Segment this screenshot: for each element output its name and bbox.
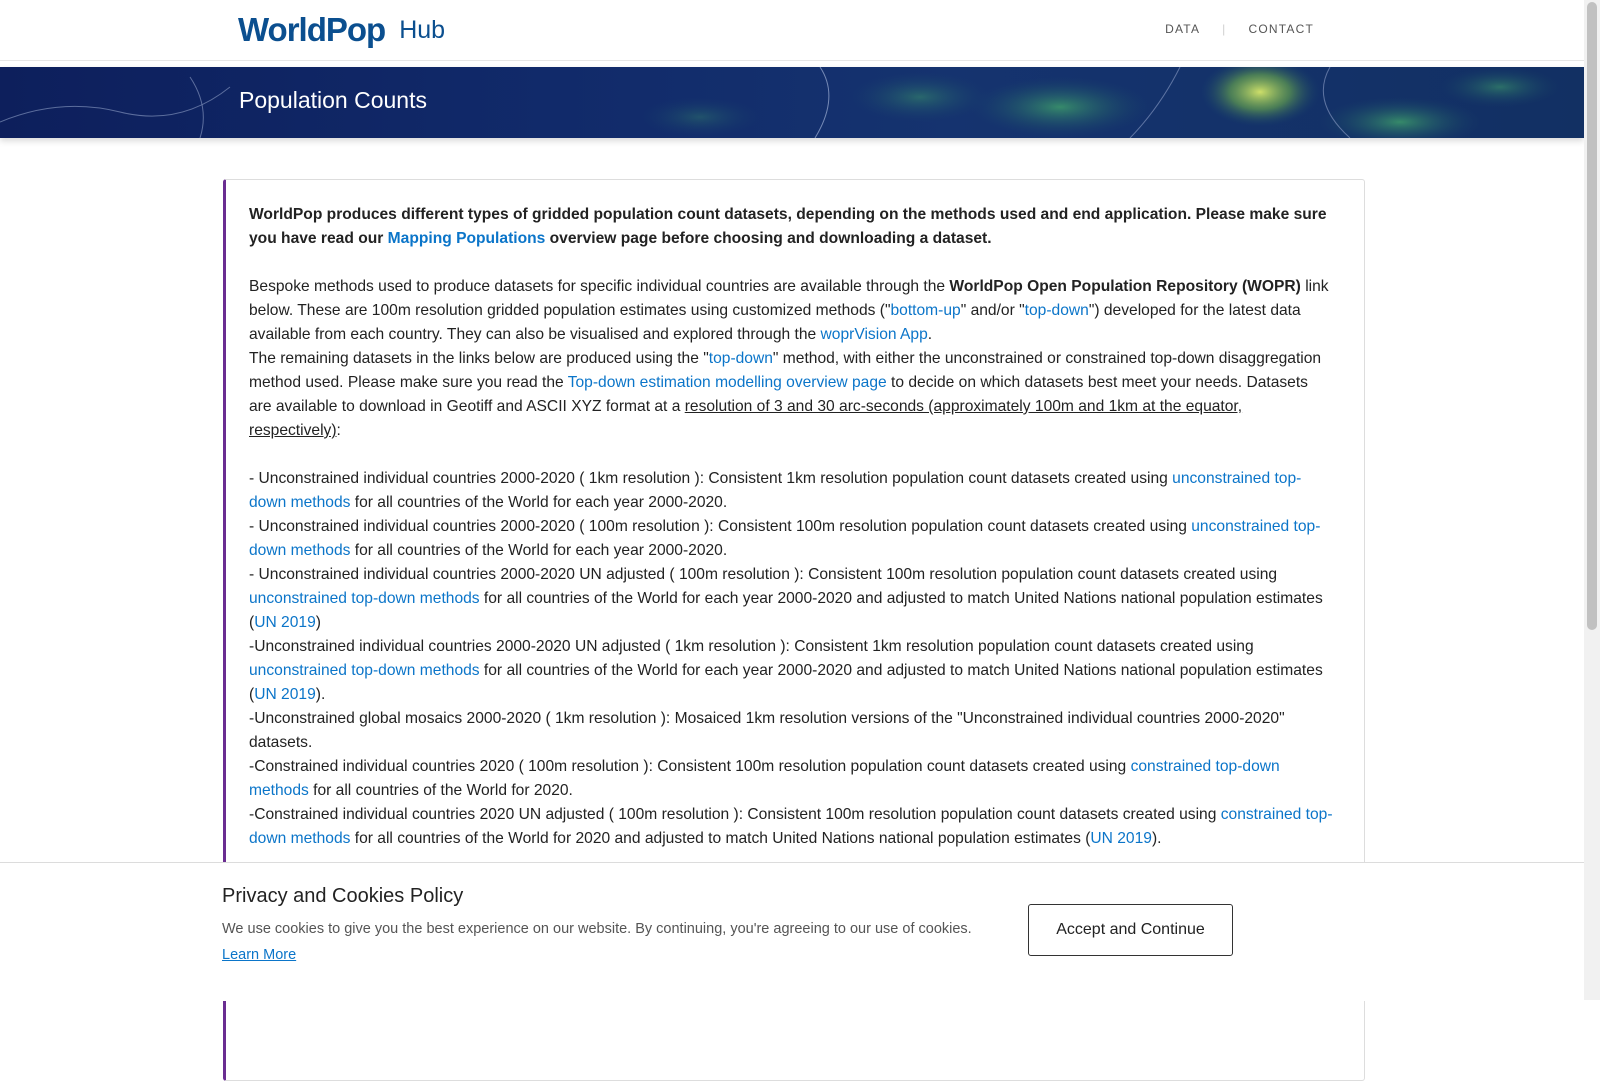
- un-2019-link[interactable]: UN 2019: [254, 614, 316, 631]
- dataset-item: - Unconstrained individual countries 2000-2020 UN adjusted ( 100m resolution ): Consistent 100m resolution population count datasets created using unconstrained top-down methods for all countries of the World for each year 2000-2020 and adjusted to match United Nations national population estimates (UN 2019): [249, 566, 1323, 631]
- bespoke-paragraph: Bespoke methods used to produce datasets for specific individual countries are available through the WorldPop Open Population Repository (WOPR) link below. These are 100m resolution gridded population estimates using customized methods ("bottom-up" and/or "top-down") developed for the latest data available from each country. They can also be visualised and explored through the woprVision App.: [249, 278, 1329, 343]
- unconstrained-methods-link[interactable]: unconstrained top-down methods: [249, 590, 480, 607]
- page-banner: [0, 67, 1584, 138]
- unconstrained-methods-link[interactable]: unconstrained top-down methods: [249, 470, 1302, 511]
- remaining-paragraph: The remaining datasets in the links below are produced using the "top-down" method, with either the unconstrained or constrained top-down disaggregation method used. Please make sure you read the Top-down estimation modelling overview page to decide on which datasets best meet your needs. Datasets are available to download in Geotiff and ASCII XYZ format at a resolution of 3 and 30 arc-seconds (approximately 100m and 1km at the equator, respectively):: [249, 350, 1322, 439]
- night-lights-map-image: [0, 67, 1584, 138]
- dataset-item: -Unconstrained global mosaics 2000-2020 ( 1km resolution ): Mosaiced 1km resolution versions of the "Unconstrained individual countries 2000-2020" datasets.: [249, 710, 1285, 751]
- un-2019-link[interactable]: UN 2019: [254, 686, 316, 703]
- site-header: [0, 0, 1584, 61]
- logo-wordmark: WorldPop: [238, 11, 386, 48]
- accept-and-continue-button[interactable]: Accept and Continue: [1028, 904, 1233, 956]
- dataset-item: -Unconstrained individual countries 2000-2020 UN adjusted ( 1km resolution ): Consistent 1km resolution population count datasets created using unconstrained top-down methods for all countries of the World for each year 2000-2020 and adjusted to match United Nations national population estimates (UN 2019).: [249, 638, 1323, 703]
- dataset-item: - Unconstrained individual countries 2000-2020 ( 1km resolution ): Consistent 1km resolution population count datasets created using unconstrained top-down methods for all countries of the World for each year 2000-2020.: [249, 470, 1302, 511]
- unconstrained-methods-link[interactable]: unconstrained top-down methods: [249, 662, 480, 679]
- worldpop-logo[interactable]: [238, 10, 445, 50]
- constrained-methods-link[interactable]: constrained top-down methods: [249, 758, 1280, 799]
- intro-paragraph: WorldPop produces different types of gridded population count datasets, depending on the methods used and end application. Please make sure you have read our Mapping Populations overview page before choosing and downloading a dataset.: [249, 206, 1327, 247]
- bottom-up-link[interactable]: bottom-up: [890, 302, 961, 319]
- un-2019-link[interactable]: UN 2019: [1090, 830, 1152, 847]
- unconstrained-methods-link[interactable]: unconstrained top-down methods: [249, 518, 1321, 559]
- mapping-populations-link[interactable]: Mapping Populations: [387, 230, 546, 247]
- woprvision-app-link[interactable]: woprVision App: [820, 326, 928, 343]
- learn-more-link[interactable]: Learn More: [222, 947, 297, 963]
- scrollbar-thumb[interactable]: [1587, 2, 1597, 630]
- nav-data-link[interactable]: DATA: [1165, 22, 1201, 36]
- content-body: [249, 203, 1334, 851]
- top-down-link[interactable]: top-down: [1024, 302, 1089, 319]
- page-scrollbar[interactable]: [1584, 0, 1600, 1000]
- top-nav: [1165, 22, 1314, 36]
- nav-contact-link[interactable]: CONTACT: [1248, 22, 1314, 36]
- top-down-overview-link[interactable]: Top-down estimation modelling overview page: [567, 374, 887, 391]
- dataset-item: - Unconstrained individual countries 2000-2020 ( 100m resolution ): Consistent 100m resolution population count datasets created using unconstrained top-down methods for all countries of the World for each year 2000-2020.: [249, 518, 1321, 559]
- dataset-item: -Constrained individual countries 2020 UN adjusted ( 100m resolution ): Consistent 100m resolution population count datasets created using constrained top-down methods for all countries of the World for 2020 and adjusted to match United Nations national population estimates (UN 2019).: [249, 806, 1333, 847]
- cookie-banner: [0, 862, 1584, 1001]
- top-down-link[interactable]: top-down: [708, 350, 773, 367]
- nav-separator: |: [1222, 22, 1227, 36]
- constrained-methods-link[interactable]: constrained top-down methods: [249, 806, 1333, 847]
- logo-hub-label: Hub: [399, 15, 446, 44]
- cookie-title: Privacy and Cookies Policy: [222, 885, 464, 907]
- dataset-item: -Constrained individual countries 2020 ( 100m resolution ): Consistent 100m resolution population count datasets created using constrained top-down methods for all countries of the World for 2020.: [249, 758, 1280, 799]
- page-title: Population Counts: [239, 87, 427, 113]
- cookie-text: We use cookies to give you the best experience on our website. By continuing, you're agreeing to our use of cookies.: [222, 921, 972, 937]
